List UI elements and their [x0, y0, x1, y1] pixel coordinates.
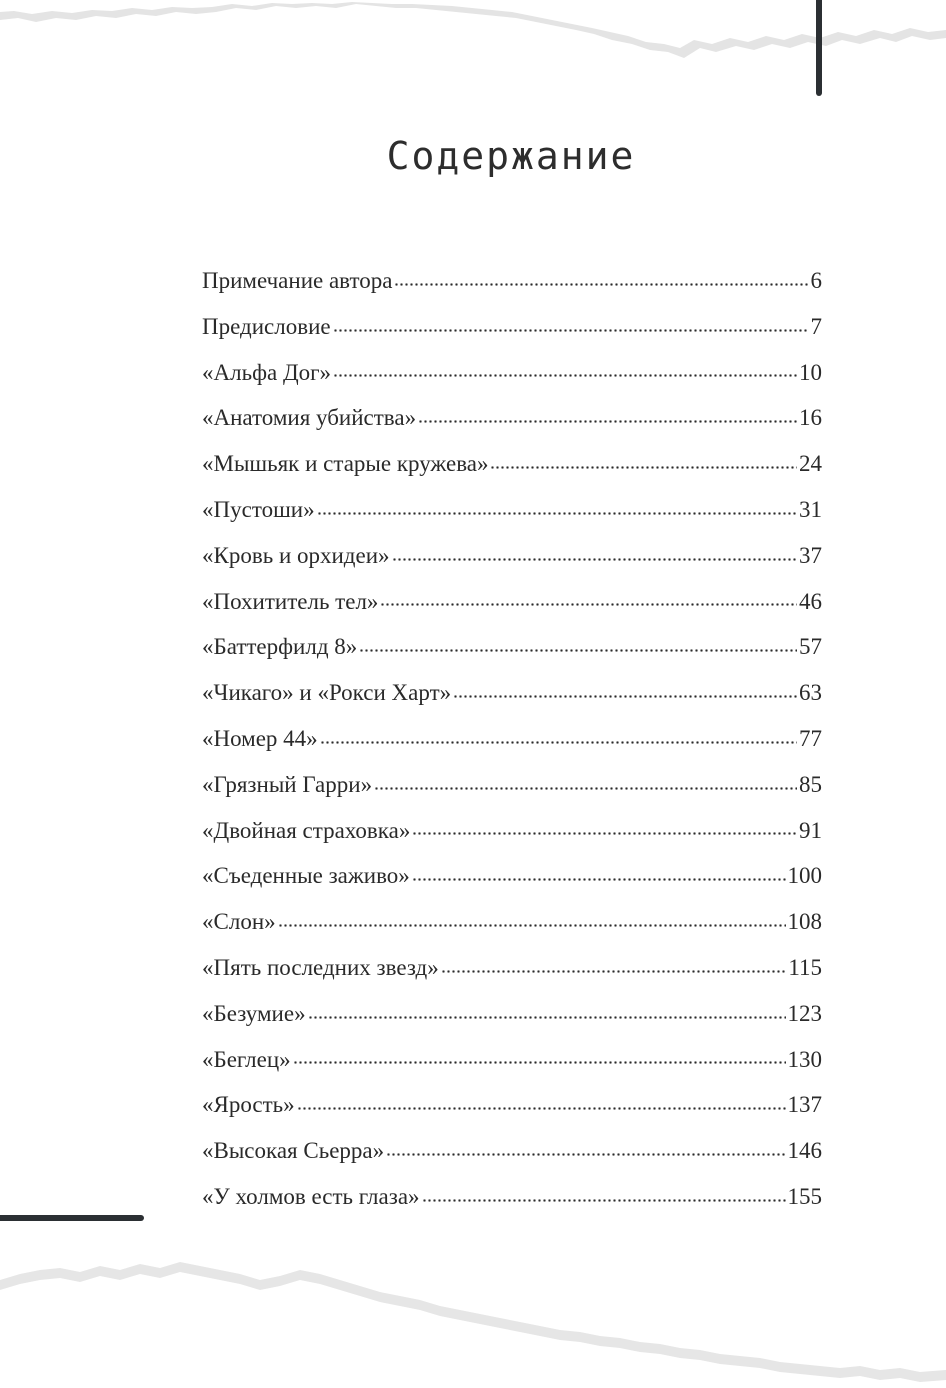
- toc-entry-title: «Мышьяк и старые кружева»: [202, 451, 489, 477]
- dot-leader: [308, 1016, 786, 1019]
- toc-entry-title: «Беглец»: [202, 1046, 291, 1072]
- toc-entry-title: «Анатомия убийства»: [202, 405, 417, 431]
- toc-entry-page: 100: [787, 863, 822, 889]
- dot-leader: [453, 695, 797, 698]
- dot-leader: [333, 329, 809, 332]
- toc-entry: [202, 762, 822, 808]
- toc-entry-page: 63: [799, 680, 822, 706]
- toc-entry-title: «Пять последних звезд»: [202, 954, 439, 980]
- toc-entry-title: «Ярость»: [202, 1092, 295, 1118]
- dot-leader: [418, 420, 797, 423]
- toc-entry: [202, 716, 822, 762]
- toc-entry: [202, 350, 822, 396]
- toc-entry: [202, 808, 822, 854]
- dot-leader: [490, 466, 797, 469]
- page-title: Содержание: [386, 134, 636, 178]
- dot-leader: [441, 970, 787, 973]
- toc-entry: [202, 487, 822, 533]
- toc-entry-page: 46: [799, 588, 822, 614]
- toc-entry-page: 123: [787, 1000, 822, 1026]
- dot-leader: [293, 1061, 786, 1064]
- toc-entry: [202, 853, 822, 899]
- toc-entry-page: 155: [787, 1183, 822, 1209]
- toc-entry-page: 10: [799, 359, 822, 385]
- toc-entry: [202, 1082, 822, 1128]
- dot-leader: [359, 649, 797, 652]
- toc-entry-page: 16: [799, 405, 822, 431]
- toc-entry-title: «Безумие»: [202, 1000, 306, 1026]
- toc-entry-title: «Номер 44»: [202, 725, 318, 751]
- dot-leader: [422, 1199, 786, 1202]
- dot-leader: [374, 787, 797, 790]
- dot-leader: [278, 924, 786, 927]
- toc-entry-title: «Похититель тел»: [202, 588, 379, 614]
- toc-entry-title: «Баттерфилд 8»: [202, 634, 358, 660]
- toc-entry-title: «Чикаго» и «Рокси Харт»: [202, 680, 452, 706]
- toc-entry-title: Примечание автора: [202, 268, 393, 293]
- toc-entry-title: «Слон»: [202, 909, 276, 935]
- toc-entry-page: 130: [787, 1046, 822, 1072]
- dot-leader: [412, 878, 786, 881]
- toc-entry-title: «Двойная страховка»: [202, 817, 411, 843]
- toc-entry-page: 115: [788, 954, 822, 980]
- toc-entry-page: 108: [787, 909, 822, 935]
- dot-leader: [380, 603, 797, 606]
- toc-entry: [202, 945, 822, 991]
- toc-entry-page: 85: [799, 771, 822, 797]
- toc-entry-page: 37: [799, 542, 822, 568]
- toc-entry: [202, 579, 822, 625]
- toc-entry-page: 137: [787, 1092, 822, 1118]
- dot-leader: [392, 558, 797, 561]
- toc-entry: [202, 991, 822, 1037]
- toc-entry: [202, 1174, 822, 1220]
- toc-entry-page: 91: [799, 817, 822, 843]
- toc-entry-page: 24: [799, 451, 822, 477]
- dot-leader: [297, 1107, 786, 1110]
- toc-entry-page: 77: [799, 725, 822, 751]
- toc-entry: [202, 899, 822, 945]
- torn-paper-bottom-decoration: [0, 1240, 946, 1388]
- toc-entry-title: «Съеденные заживо»: [202, 863, 410, 889]
- toc-entry: [202, 441, 822, 487]
- decorative-vertical-bar: [816, 0, 822, 96]
- toc-entry-title: Предисловие: [202, 313, 331, 339]
- toc-entry: [202, 395, 822, 441]
- dot-leader: [386, 1153, 785, 1156]
- toc-entry-page: 146: [787, 1138, 822, 1164]
- dot-leader: [317, 512, 797, 515]
- torn-paper-top-decoration: [0, 0, 946, 80]
- toc-entry-page: 6: [810, 268, 822, 293]
- dot-leader: [394, 283, 808, 286]
- toc-entry-title: «Грязный Гарри»: [202, 771, 373, 797]
- toc-entry-title: «У холмов есть глаза»: [202, 1183, 420, 1209]
- dot-leader: [412, 832, 797, 835]
- toc-entry: [202, 1128, 822, 1174]
- toc-entry: [202, 304, 822, 350]
- toc-entry-title: «Кровь и орхидеи»: [202, 542, 390, 568]
- toc-entry-title: «Альфа Дог»: [202, 359, 332, 385]
- toc-entry-page: 57: [799, 634, 822, 660]
- dot-leader: [320, 741, 797, 744]
- toc-entry: [202, 670, 822, 716]
- table-of-contents: [202, 258, 822, 1220]
- toc-entry-page: 7: [810, 313, 822, 339]
- toc-entry: [202, 624, 822, 670]
- dot-leader: [333, 374, 797, 377]
- toc-entry-page: 31: [799, 496, 822, 522]
- toc-entry-title: «Пустоши»: [202, 496, 315, 522]
- toc-entry-title: «Высокая Сьерра»: [202, 1138, 385, 1164]
- decorative-horizontal-bar: [0, 1215, 144, 1221]
- toc-entry: [202, 533, 822, 579]
- toc-entry: [202, 258, 822, 304]
- toc-entry: [202, 1037, 822, 1083]
